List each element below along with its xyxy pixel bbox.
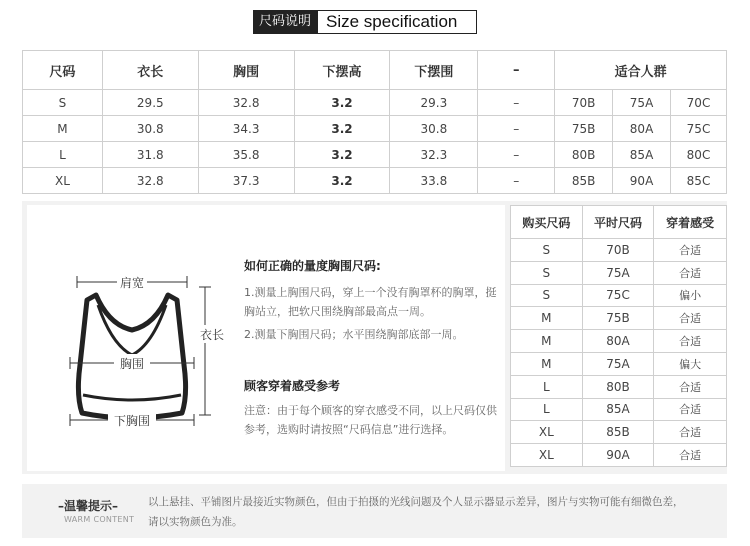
cell-fit: 90A bbox=[613, 168, 671, 194]
table-row bbox=[511, 239, 727, 262]
cell-fit: 70B bbox=[555, 90, 613, 116]
cell-length: 30.8 bbox=[102, 116, 198, 142]
header-length: 衣长 bbox=[102, 51, 198, 90]
cell-usual-size: 70B bbox=[582, 239, 654, 262]
label-under: 下胸围 bbox=[113, 414, 151, 428]
cell-fit: 85A bbox=[613, 142, 671, 168]
cell-feel: 偏小 bbox=[654, 284, 727, 307]
cell-buy-size: M bbox=[511, 352, 583, 375]
warm-notice bbox=[22, 484, 727, 538]
bra-diagram bbox=[42, 245, 242, 475]
measure-step-2: 2.测量下胸围尺码；水平围绕胸部底部一周。 bbox=[244, 328, 464, 341]
cell-hem-height: 3.2 bbox=[294, 90, 390, 116]
measure-title: 如何正确的量度胸围尺码: bbox=[244, 259, 381, 273]
cell-hem-circ: 30.8 bbox=[390, 116, 478, 142]
cell-feel: 合适 bbox=[654, 375, 727, 398]
cell-fit: 75A bbox=[613, 90, 671, 116]
cell-size: L bbox=[23, 142, 103, 168]
cell-hem-height: 3.2 bbox=[294, 116, 390, 142]
cell-usual-size: 75A bbox=[582, 261, 654, 284]
header-usual-size: 平时尺码 bbox=[582, 206, 654, 239]
measure-guide bbox=[27, 205, 505, 471]
table-row bbox=[511, 330, 727, 353]
table-row bbox=[23, 116, 727, 142]
cell-usual-size: 85A bbox=[582, 398, 654, 421]
cell-usual-size: 80B bbox=[582, 375, 654, 398]
cell-feel: 合适 bbox=[654, 330, 727, 353]
cell-buy-size: S bbox=[511, 261, 583, 284]
cell-hem-circ: 32.3 bbox=[390, 142, 478, 168]
measure-panel bbox=[22, 201, 727, 474]
header-buy-size: 购买尺码 bbox=[511, 206, 583, 239]
table-row bbox=[511, 352, 727, 375]
header-feel: 穿着感受 bbox=[654, 206, 727, 239]
table-row bbox=[23, 168, 727, 194]
cell-length: 31.8 bbox=[102, 142, 198, 168]
cell-usual-size: 75B bbox=[582, 307, 654, 330]
table-row bbox=[511, 398, 727, 421]
cell-length: 29.5 bbox=[102, 90, 198, 116]
warm-text: 以上悬挂、平铺图片最接近实物颜色，但由于拍摄的光线问题及个人显示器显示差异，图片与实物可能有细微色差，请以实物颜色为准。 bbox=[148, 496, 684, 528]
cell-fit: 85B bbox=[555, 168, 613, 194]
feel-text: 注意：由于每个顾客的穿衣感受不同，以上尺码仅供参考，选购时请按照“尺码信息”进行选择。 bbox=[244, 404, 497, 436]
label-shoulder: 肩宽 bbox=[119, 276, 145, 290]
label-chest: 胸围 bbox=[119, 357, 145, 371]
feel-title: 顾客穿着感受参考 bbox=[244, 379, 341, 393]
size-table bbox=[22, 50, 727, 194]
cell-fit: 75C bbox=[671, 116, 727, 142]
cell-feel: 合适 bbox=[654, 307, 727, 330]
cell-chest: 37.3 bbox=[198, 168, 294, 194]
table-row bbox=[511, 444, 727, 467]
cell-buy-size: XL bbox=[511, 421, 583, 444]
cell-chest: 32.8 bbox=[198, 90, 294, 116]
header-chest: 胸围 bbox=[198, 51, 294, 90]
header-hem-height: 下摆高 bbox=[294, 51, 390, 90]
cell-usual-size: 80A bbox=[582, 330, 654, 353]
cell-size: S bbox=[23, 90, 103, 116]
cell-chest: 35.8 bbox=[198, 142, 294, 168]
cell-size: XL bbox=[23, 168, 103, 194]
cell-usual-size: 90A bbox=[582, 444, 654, 467]
table-row bbox=[511, 307, 727, 330]
cell-hem-height: 3.2 bbox=[294, 142, 390, 168]
cell-feel: 合适 bbox=[654, 398, 727, 421]
cell-feel: 偏大 bbox=[654, 352, 727, 375]
table-row bbox=[511, 284, 727, 307]
cell-buy-size: L bbox=[511, 398, 583, 421]
cell-feel: 合适 bbox=[654, 444, 727, 467]
warm-title: –温馨提示– bbox=[58, 499, 119, 513]
header-cn: 尺码说明 bbox=[253, 10, 317, 34]
cell-hem-circ: 33.8 bbox=[390, 168, 478, 194]
cell-hem-height: 3.2 bbox=[294, 168, 390, 194]
cell-usual-size: 75A bbox=[582, 352, 654, 375]
header-dash: – bbox=[478, 51, 555, 90]
cell-hem-circ: 29.3 bbox=[390, 90, 478, 116]
cell-usual-size: 85B bbox=[582, 421, 654, 444]
cell-dash: – bbox=[478, 90, 555, 116]
cell-feel: 合适 bbox=[654, 421, 727, 444]
cell-buy-size: M bbox=[511, 307, 583, 330]
cell-fit: 80C bbox=[671, 142, 727, 168]
cell-buy-size: S bbox=[511, 239, 583, 262]
cell-buy-size: M bbox=[511, 330, 583, 353]
cell-buy-size: S bbox=[511, 284, 583, 307]
cell-dash: – bbox=[478, 168, 555, 194]
measure-step-1: 1.测量上胸围尺码，穿上一个没有胸罩杯的胸罩，挺胸站立，把软尺围绕胸部最高点一周。 bbox=[244, 286, 497, 318]
table-row bbox=[511, 421, 727, 444]
header-size: 尺码 bbox=[23, 51, 103, 90]
cell-usual-size: 75C bbox=[582, 284, 654, 307]
table-row bbox=[23, 142, 727, 168]
cell-dash: – bbox=[478, 142, 555, 168]
buy-table bbox=[510, 205, 727, 467]
warm-subtitle: WARM CONTENT bbox=[64, 515, 135, 524]
table-row bbox=[511, 375, 727, 398]
cell-feel: 合适 bbox=[654, 239, 727, 262]
header-hem-circ: 下摆围 bbox=[390, 51, 478, 90]
cell-fit: 70C bbox=[671, 90, 727, 116]
header-fit: 适合人群 bbox=[555, 51, 727, 90]
size-table-header bbox=[23, 51, 727, 90]
cell-buy-size: XL bbox=[511, 444, 583, 467]
buy-table-header bbox=[511, 206, 727, 239]
header-en: Size specification bbox=[317, 10, 477, 34]
cell-dash: – bbox=[478, 116, 555, 142]
cell-length: 32.8 bbox=[102, 168, 198, 194]
cell-fit: 80B bbox=[555, 142, 613, 168]
section-header bbox=[253, 10, 477, 34]
cell-buy-size: L bbox=[511, 375, 583, 398]
table-row bbox=[23, 90, 727, 116]
cell-chest: 34.3 bbox=[198, 116, 294, 142]
table-row bbox=[511, 261, 727, 284]
cell-fit: 80A bbox=[613, 116, 671, 142]
cell-fit: 85C bbox=[671, 168, 727, 194]
cell-feel: 合适 bbox=[654, 261, 727, 284]
cell-fit: 75B bbox=[555, 116, 613, 142]
label-length: 衣长 bbox=[199, 328, 225, 342]
cell-size: M bbox=[23, 116, 103, 142]
